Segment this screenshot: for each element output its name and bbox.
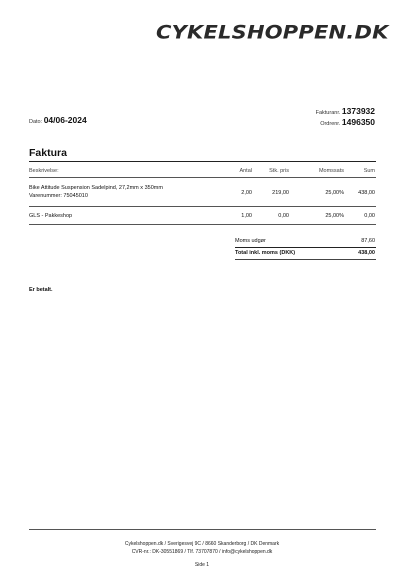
row-sum: 0,00 (364, 213, 375, 219)
footer-divider (29, 529, 376, 530)
header-vat: Momssats (318, 168, 344, 174)
invoice-number-label: Fakturanr. (315, 110, 341, 116)
invoice-numbers (316, 107, 375, 129)
header-unit-price: Stk. pris (269, 168, 289, 174)
invoice-date (29, 115, 87, 125)
document-title: Faktura (29, 147, 67, 159)
table-end-divider (29, 224, 376, 225)
vat-total-value: 87,60 (361, 238, 375, 244)
row-qty: 2,00 (241, 190, 252, 196)
header-qty: Antal (239, 168, 252, 174)
header-sum: Sum (363, 168, 375, 174)
brand-logo: CYKELSHOPPEN.DK (156, 21, 389, 43)
page-number: Side 1 (194, 562, 210, 568)
title-divider (29, 161, 376, 162)
header-description: Beskrivelse: (29, 168, 59, 174)
order-number-label: Ordrenr. (320, 121, 341, 127)
grand-total-value: 438,00 (358, 250, 375, 256)
row-vat: 25,00% (325, 213, 344, 219)
row-divider (29, 206, 376, 207)
footer-address: Cykelshoppen.dk / Sverigesvej 9C / 8660 Skanderborg / DK Denmark (124, 541, 280, 547)
order-number (316, 118, 375, 129)
footer-contact: CVR-nr.: DK-30551869 / Tlf. 73707870 / info@cykelshoppen.dk (131, 549, 273, 555)
row-unit-price: 0,00 (278, 213, 289, 219)
order-number-value: 1496350 (341, 117, 375, 127)
row-description: Bike Attitude Suspension Sadelpind, 27,2mm x 350mm (29, 185, 163, 191)
row-unit-price: 219,00 (272, 190, 289, 196)
row-sku: Varenummer: 75045010 (29, 193, 88, 199)
payment-status: Er betalt. (29, 287, 53, 293)
row-description: GLS - Pakkeshop (29, 213, 73, 219)
row-qty: 1,00 (241, 213, 252, 219)
date-label: Dato: (29, 119, 43, 125)
totals-underline (235, 259, 376, 260)
vat-total-label: Moms udgør (235, 238, 266, 244)
row-sum: 438,00 (358, 190, 375, 196)
invoice-number-value: 1373932 (341, 106, 375, 116)
header-divider (29, 177, 376, 178)
row-vat: 25,00% (325, 190, 344, 196)
date-value: 04/06-2024 (43, 115, 87, 125)
totals-divider (235, 247, 376, 248)
grand-total-label: Total inkl. moms (DKK) (235, 250, 296, 256)
